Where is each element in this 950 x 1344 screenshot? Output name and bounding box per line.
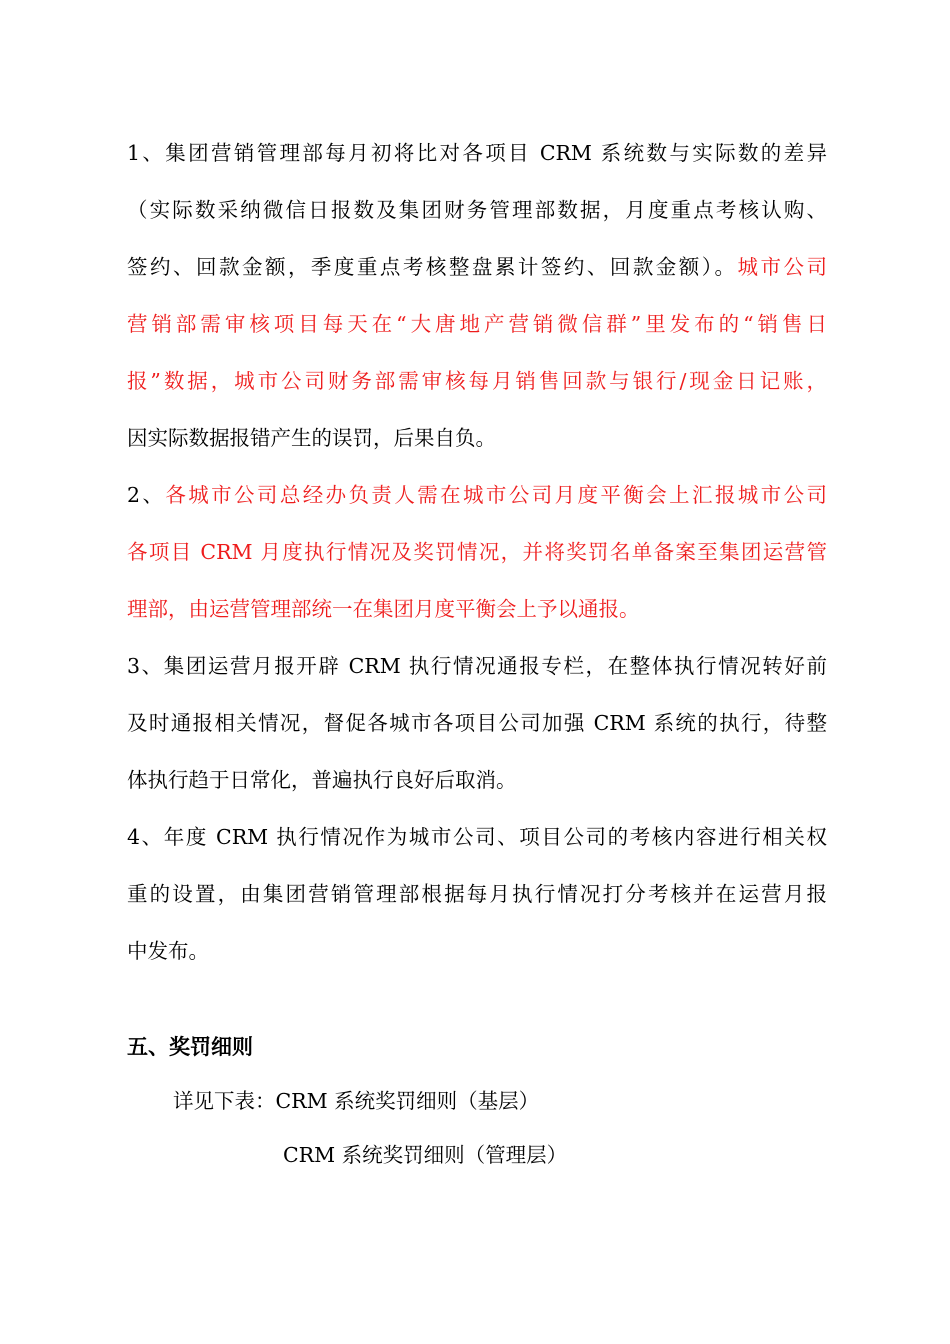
body-text: 及时通报相关情况，督促各城市各项目公司加强 CRM 系统的执行，待整 xyxy=(127,711,827,735)
body-text: 重的设置，由集团营销管理部根据每月执行情况打分考核并在运营月报 xyxy=(127,882,827,906)
highlighted-text: 报”数据，城市公司财务部需审核每月销售回款与银行/现金日记账， xyxy=(127,369,827,393)
paragraph-2-line-3 xyxy=(127,594,827,624)
body-text: 4、年度 CRM 执行情况作为城市公司、项目公司的考核内容进行相关权 xyxy=(127,825,827,849)
paragraph-3-line-3 xyxy=(127,765,827,795)
paragraph-1-line-6 xyxy=(127,423,827,453)
paragraph-1-line-1 xyxy=(127,138,827,168)
body-text: 1、集团营销管理部每月初将比对各项目 CRM 系统数与实际数的差异 xyxy=(127,141,827,165)
body-text: （实际数采纳微信日报数及集团财务管理部数据，月度重点考核认购、 xyxy=(127,198,827,222)
paragraph-3-line-2 xyxy=(127,708,827,738)
paragraph-4-line-1 xyxy=(127,822,827,852)
paragraph-1-line-5 xyxy=(127,366,827,396)
section-heading: 五、奖罚细则 xyxy=(127,1034,253,1059)
paragraph-1-line-2 xyxy=(127,195,827,225)
highlighted-text: 各城市公司总经办负责人需在城市公司月度平衡会上汇报城市公司 xyxy=(165,483,827,507)
body-text: 因实际数据报错产生的误罚，后果自负。 xyxy=(127,426,496,450)
paragraph-2-line-1 xyxy=(127,480,827,510)
body-text: 2、 xyxy=(127,483,166,507)
body-text: 体执行趋于日常化，普遍执行良好后取消。 xyxy=(127,768,517,792)
body-text: 签约、回款金额，季度重点考核整盘累计签约、回款金额）。 xyxy=(127,255,738,279)
paragraph-3-line-1 xyxy=(127,651,827,681)
paragraph-2-line-2 xyxy=(127,537,827,567)
highlighted-text: 理部，由运营管理部统一在集团月度平衡会上予以通报。 xyxy=(127,597,640,621)
body-text: 3、集团运营月报开辟 CRM 执行情况通报专栏，在整体执行情况转好前 xyxy=(127,654,827,678)
highlighted-text: 城市公司 xyxy=(737,255,828,279)
highlighted-text: 各项目 CRM 月度执行情况及奖罚情况，并将奖罚名单备案至集团运营管 xyxy=(127,540,827,564)
paragraph-1-line-4 xyxy=(127,309,827,339)
paragraph-4-line-2 xyxy=(127,879,827,909)
reference-line-basic: 详见下表：CRM 系统奖罚细则（基层） xyxy=(173,1089,540,1113)
reference-line-management: CRM 系统奖罚细则（管理层） xyxy=(283,1143,568,1167)
body-text: 中发布。 xyxy=(127,939,209,963)
paragraph-4-line-3 xyxy=(127,936,827,966)
paragraph-1-line-3 xyxy=(127,252,827,282)
highlighted-text: 营销部需审核项目每天在“大唐地产营销微信群”里发布的“销售日 xyxy=(127,312,827,336)
